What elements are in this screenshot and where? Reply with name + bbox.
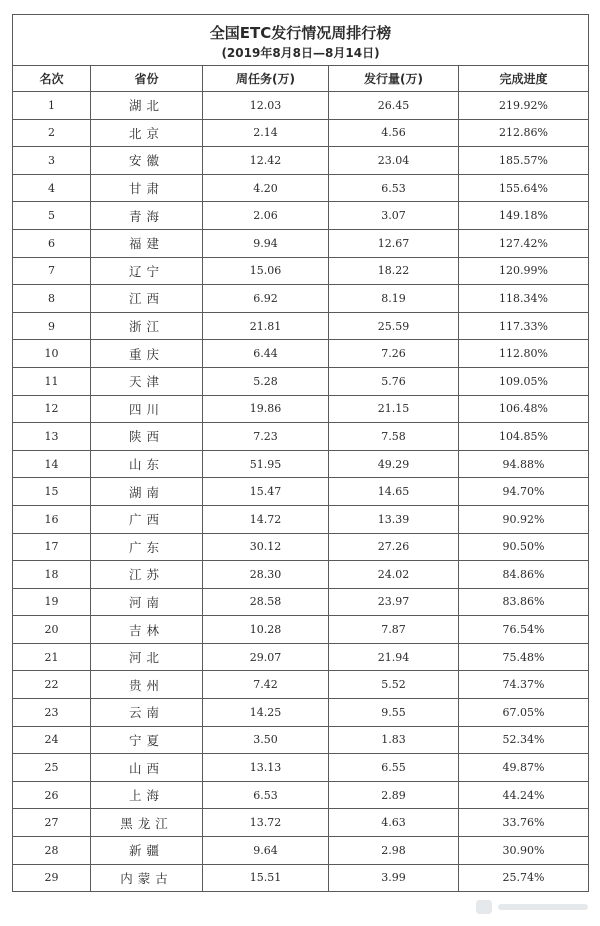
table-row bbox=[13, 754, 589, 782]
cell-weekly-task: 12.03 bbox=[203, 92, 329, 120]
cell-progress: 75.48% bbox=[459, 643, 589, 671]
cell-progress: 25.74% bbox=[459, 864, 589, 892]
title-cell bbox=[13, 15, 589, 66]
cell-rank: 8 bbox=[13, 285, 91, 313]
cell-weekly-task: 7.42 bbox=[203, 671, 329, 699]
cell-province: 吉林 bbox=[91, 616, 203, 644]
cell-province: 江苏 bbox=[91, 561, 203, 589]
cell-rank: 9 bbox=[13, 312, 91, 340]
cell-progress: 33.76% bbox=[459, 809, 589, 837]
table-row bbox=[13, 478, 589, 506]
cell-province: 宁夏 bbox=[91, 726, 203, 754]
cell-weekly-task: 14.25 bbox=[203, 699, 329, 727]
cell-rank: 18 bbox=[13, 561, 91, 589]
cell-issued: 4.56 bbox=[329, 119, 459, 147]
cell-progress: 30.90% bbox=[459, 837, 589, 865]
cell-issued: 21.94 bbox=[329, 643, 459, 671]
cell-progress: 127.42% bbox=[459, 229, 589, 257]
table-row bbox=[13, 174, 589, 202]
table-row bbox=[13, 147, 589, 175]
cell-rank: 11 bbox=[13, 367, 91, 395]
cell-issued: 49.29 bbox=[329, 450, 459, 478]
cell-province: 湖南 bbox=[91, 478, 203, 506]
table-row bbox=[13, 450, 589, 478]
table-row bbox=[13, 395, 589, 423]
cell-issued: 6.53 bbox=[329, 174, 459, 202]
cell-province: 陕西 bbox=[91, 423, 203, 451]
cell-rank: 10 bbox=[13, 340, 91, 368]
cell-weekly-task: 10.28 bbox=[203, 616, 329, 644]
cell-weekly-task: 29.07 bbox=[203, 643, 329, 671]
cell-province: 新疆 bbox=[91, 837, 203, 865]
cell-issued: 13.39 bbox=[329, 505, 459, 533]
title-row bbox=[13, 15, 589, 66]
cell-rank: 17 bbox=[13, 533, 91, 561]
header-row bbox=[13, 66, 589, 92]
cell-weekly-task: 12.42 bbox=[203, 147, 329, 175]
cell-progress: 185.57% bbox=[459, 147, 589, 175]
cell-province: 浙江 bbox=[91, 312, 203, 340]
column-header-province: 省份 bbox=[91, 66, 203, 92]
cell-issued: 12.67 bbox=[329, 229, 459, 257]
cell-province: 山东 bbox=[91, 450, 203, 478]
column-header-weekly-task: 周任务(万) bbox=[203, 66, 329, 92]
cell-province: 云南 bbox=[91, 699, 203, 727]
cell-issued: 2.89 bbox=[329, 781, 459, 809]
cell-rank: 15 bbox=[13, 478, 91, 506]
cell-rank: 22 bbox=[13, 671, 91, 699]
cell-rank: 4 bbox=[13, 174, 91, 202]
cell-rank: 13 bbox=[13, 423, 91, 451]
cell-weekly-task: 6.44 bbox=[203, 340, 329, 368]
cell-rank: 25 bbox=[13, 754, 91, 782]
cell-issued: 6.55 bbox=[329, 754, 459, 782]
cell-progress: 76.54% bbox=[459, 616, 589, 644]
cell-province: 贵州 bbox=[91, 671, 203, 699]
cell-province: 安徽 bbox=[91, 147, 203, 175]
cell-province: 重庆 bbox=[91, 340, 203, 368]
cell-weekly-task: 4.20 bbox=[203, 174, 329, 202]
cell-province: 黑龙江 bbox=[91, 809, 203, 837]
table-row bbox=[13, 229, 589, 257]
cell-issued: 21.15 bbox=[329, 395, 459, 423]
cell-issued: 25.59 bbox=[329, 312, 459, 340]
table-row bbox=[13, 588, 589, 616]
cell-issued: 7.87 bbox=[329, 616, 459, 644]
cell-province: 上海 bbox=[91, 781, 203, 809]
cell-weekly-task: 2.14 bbox=[203, 119, 329, 147]
cell-weekly-task: 14.72 bbox=[203, 505, 329, 533]
cell-weekly-task: 6.92 bbox=[203, 285, 329, 313]
table-row bbox=[13, 616, 589, 644]
table-subtitle: (2019年8月8日—8月14日) bbox=[221, 45, 380, 60]
cell-issued: 4.63 bbox=[329, 809, 459, 837]
table-row bbox=[13, 340, 589, 368]
cell-weekly-task: 15.51 bbox=[203, 864, 329, 892]
ranking-sheet bbox=[12, 14, 588, 892]
cell-progress: 155.64% bbox=[459, 174, 589, 202]
cell-weekly-task: 15.47 bbox=[203, 478, 329, 506]
table-row bbox=[13, 367, 589, 395]
table-row bbox=[13, 119, 589, 147]
cell-province: 广西 bbox=[91, 505, 203, 533]
cell-issued: 8.19 bbox=[329, 285, 459, 313]
table-row bbox=[13, 533, 589, 561]
table-row bbox=[13, 726, 589, 754]
cell-weekly-task: 5.28 bbox=[203, 367, 329, 395]
cell-province: 甘肃 bbox=[91, 174, 203, 202]
cell-rank: 1 bbox=[13, 92, 91, 120]
cell-province: 内蒙古 bbox=[91, 864, 203, 892]
cell-weekly-task: 19.86 bbox=[203, 395, 329, 423]
cell-issued: 23.97 bbox=[329, 588, 459, 616]
cell-progress: 109.05% bbox=[459, 367, 589, 395]
cell-issued: 9.55 bbox=[329, 699, 459, 727]
cell-province: 四川 bbox=[91, 395, 203, 423]
cell-issued: 7.26 bbox=[329, 340, 459, 368]
cell-issued: 2.98 bbox=[329, 837, 459, 865]
table-row bbox=[13, 561, 589, 589]
cell-rank: 16 bbox=[13, 505, 91, 533]
cell-issued: 27.26 bbox=[329, 533, 459, 561]
cell-rank: 24 bbox=[13, 726, 91, 754]
cell-rank: 23 bbox=[13, 699, 91, 727]
cell-province: 河北 bbox=[91, 643, 203, 671]
cell-progress: 44.24% bbox=[459, 781, 589, 809]
cell-province: 广东 bbox=[91, 533, 203, 561]
cell-rank: 26 bbox=[13, 781, 91, 809]
cell-weekly-task: 21.81 bbox=[203, 312, 329, 340]
cell-progress: 52.34% bbox=[459, 726, 589, 754]
cell-progress: 90.50% bbox=[459, 533, 589, 561]
table-row bbox=[13, 505, 589, 533]
etc-ranking-table bbox=[12, 14, 589, 892]
cell-rank: 28 bbox=[13, 837, 91, 865]
cell-rank: 29 bbox=[13, 864, 91, 892]
cell-progress: 67.05% bbox=[459, 699, 589, 727]
table-row bbox=[13, 257, 589, 285]
table-body bbox=[13, 92, 589, 892]
column-header-issued: 发行量(万) bbox=[329, 66, 459, 92]
cell-weekly-task: 13.72 bbox=[203, 809, 329, 837]
cell-rank: 6 bbox=[13, 229, 91, 257]
cell-rank: 2 bbox=[13, 119, 91, 147]
cell-province: 江西 bbox=[91, 285, 203, 313]
table-row bbox=[13, 202, 589, 230]
table-row bbox=[13, 699, 589, 727]
cell-province: 山西 bbox=[91, 754, 203, 782]
cell-issued: 1.83 bbox=[329, 726, 459, 754]
cell-weekly-task: 9.94 bbox=[203, 229, 329, 257]
cell-province: 福建 bbox=[91, 229, 203, 257]
cell-province: 天津 bbox=[91, 367, 203, 395]
table-title: 全国ETC发行情况周排行榜 bbox=[209, 23, 392, 42]
cell-weekly-task: 6.53 bbox=[203, 781, 329, 809]
cell-rank: 7 bbox=[13, 257, 91, 285]
cell-weekly-task: 15.06 bbox=[203, 257, 329, 285]
cell-rank: 21 bbox=[13, 643, 91, 671]
cell-progress: 104.85% bbox=[459, 423, 589, 451]
cell-weekly-task: 9.64 bbox=[203, 837, 329, 865]
cell-progress: 112.80% bbox=[459, 340, 589, 368]
cell-rank: 19 bbox=[13, 588, 91, 616]
cell-issued: 5.52 bbox=[329, 671, 459, 699]
cell-issued: 26.45 bbox=[329, 92, 459, 120]
table-row bbox=[13, 671, 589, 699]
cell-progress: 219.92% bbox=[459, 92, 589, 120]
cell-progress: 83.86% bbox=[459, 588, 589, 616]
cell-rank: 14 bbox=[13, 450, 91, 478]
cell-province: 青海 bbox=[91, 202, 203, 230]
cell-issued: 7.58 bbox=[329, 423, 459, 451]
cell-progress: 106.48% bbox=[459, 395, 589, 423]
cell-progress: 90.92% bbox=[459, 505, 589, 533]
cell-progress: 117.33% bbox=[459, 312, 589, 340]
table-row bbox=[13, 864, 589, 892]
table-row bbox=[13, 312, 589, 340]
cell-rank: 5 bbox=[13, 202, 91, 230]
cell-progress: 94.88% bbox=[459, 450, 589, 478]
cell-issued: 23.04 bbox=[329, 147, 459, 175]
cell-progress: 74.37% bbox=[459, 671, 589, 699]
cell-progress: 118.34% bbox=[459, 285, 589, 313]
column-header-progress: 完成进度 bbox=[459, 66, 589, 92]
cell-weekly-task: 3.50 bbox=[203, 726, 329, 754]
cell-rank: 27 bbox=[13, 809, 91, 837]
cell-province: 辽宁 bbox=[91, 257, 203, 285]
cell-weekly-task: 28.30 bbox=[203, 561, 329, 589]
cell-progress: 94.70% bbox=[459, 478, 589, 506]
cell-weekly-task: 13.13 bbox=[203, 754, 329, 782]
cell-weekly-task: 7.23 bbox=[203, 423, 329, 451]
table-row bbox=[13, 781, 589, 809]
table-row bbox=[13, 423, 589, 451]
cell-weekly-task: 30.12 bbox=[203, 533, 329, 561]
table-row bbox=[13, 809, 589, 837]
column-header-rank: 名次 bbox=[13, 66, 91, 92]
cell-issued: 24.02 bbox=[329, 561, 459, 589]
cell-issued: 5.76 bbox=[329, 367, 459, 395]
cell-province: 湖北 bbox=[91, 92, 203, 120]
cell-rank: 12 bbox=[13, 395, 91, 423]
cell-rank: 20 bbox=[13, 616, 91, 644]
cell-weekly-task: 2.06 bbox=[203, 202, 329, 230]
cell-issued: 14.65 bbox=[329, 478, 459, 506]
cell-issued: 3.07 bbox=[329, 202, 459, 230]
cell-weekly-task: 28.58 bbox=[203, 588, 329, 616]
cell-province: 北京 bbox=[91, 119, 203, 147]
cell-progress: 149.18% bbox=[459, 202, 589, 230]
table-row bbox=[13, 285, 589, 313]
cell-weekly-task: 51.95 bbox=[203, 450, 329, 478]
cell-issued: 18.22 bbox=[329, 257, 459, 285]
cell-progress: 212.86% bbox=[459, 119, 589, 147]
cell-progress: 49.87% bbox=[459, 754, 589, 782]
table-row bbox=[13, 92, 589, 120]
watermark-logo bbox=[474, 896, 594, 918]
table-row bbox=[13, 837, 589, 865]
cell-progress: 84.86% bbox=[459, 561, 589, 589]
cell-province: 河南 bbox=[91, 588, 203, 616]
cell-progress: 120.99% bbox=[459, 257, 589, 285]
cell-issued: 3.99 bbox=[329, 864, 459, 892]
cell-rank: 3 bbox=[13, 147, 91, 175]
table-row bbox=[13, 643, 589, 671]
